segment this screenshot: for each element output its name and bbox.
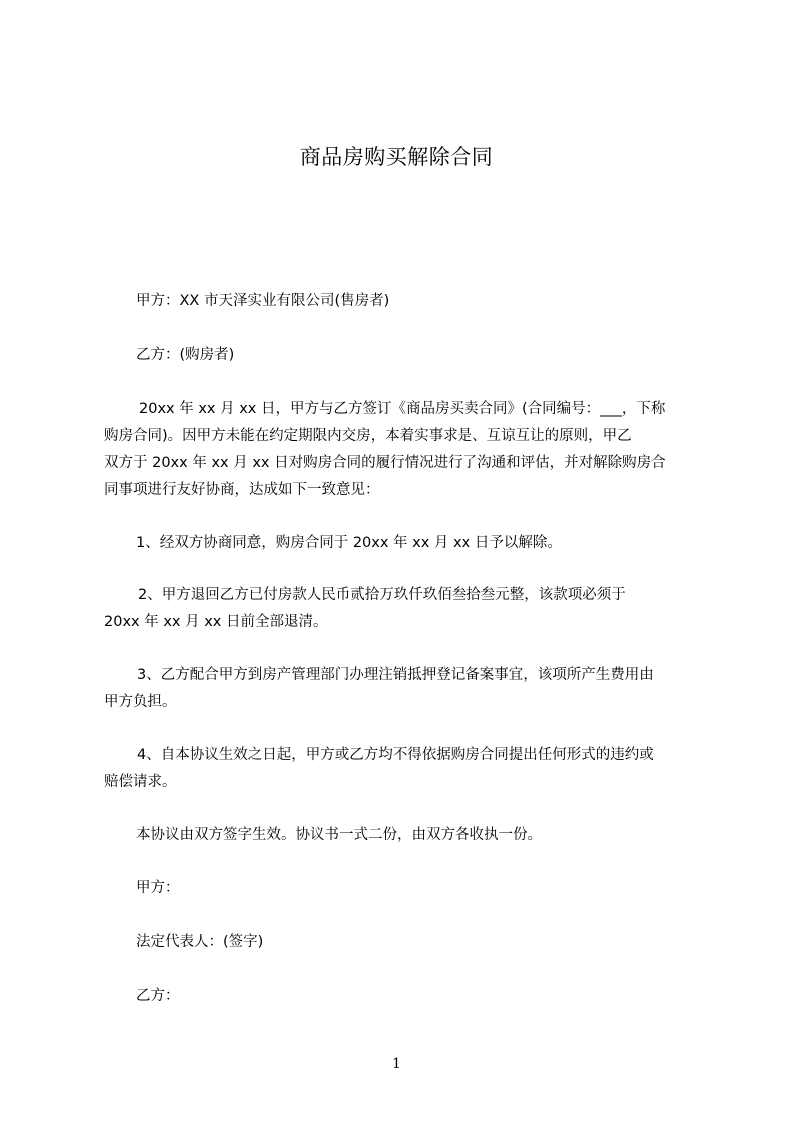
clause-3-line-2: 甲方负担。 (104, 694, 177, 710)
intro-line-3: 双方于 20xx 年 xx 月 xx 日对购房合同的履行情况进行了沟通和评估，并对解除购房合 (104, 455, 666, 471)
clause-1-line-1: 1、经双方协商同意，购房合同于 20xx 年 xx 月 xx 日予以解除。 (136, 535, 562, 551)
intro-line-2: 购房合同)。因甲方未能在约定期限内交房，本着实事求是、互谅互让的原则，甲乙 (104, 428, 632, 444)
party-b-line: 乙方：(购房者) (136, 347, 235, 363)
clause-4-line-1: 4、自本协议生效之日起，甲方或乙方均不得依据购房合同提出任何形式的违约或 (137, 747, 654, 763)
signature-party-b: 乙方： (136, 988, 180, 1004)
clause-3-line-1: 3、乙方配合甲方到房产管理部门办理注销抵押登记备案事宜，该项所产生费用由 (137, 667, 654, 683)
intro-line-4: 同事项进行友好协商，达成如下一致意见： (104, 482, 380, 498)
intro-line-1: 20xx 年 xx 月 xx 日，甲方与乙方签订《商品房买卖合同》(合同编号：___，下称 (139, 401, 666, 417)
clause-4-line-2: 赔偿请求。 (104, 774, 177, 790)
signature-legal-rep: 法定代表人：(签字) (136, 934, 264, 950)
party-a-line: 甲方：XX 市天泽实业有限公司(售房者) (136, 293, 390, 309)
page-number: 1 (392, 1056, 401, 1072)
document-title: 商品房购买解除合同 (299, 145, 494, 169)
clause-2-line-2: 20xx 年 xx 月 xx 日前全部退清。 (104, 614, 328, 630)
signature-party-a: 甲方： (136, 880, 180, 896)
clause-2-line-1: 2、甲方退回乙方已付房款人民币贰拾万玖仟玖佰叁拾叁元整，该款项必须于 (138, 587, 626, 603)
effect-line: 本协议由双方签字生效。协议书一式二份，由双方各收执一份。 (136, 827, 542, 843)
